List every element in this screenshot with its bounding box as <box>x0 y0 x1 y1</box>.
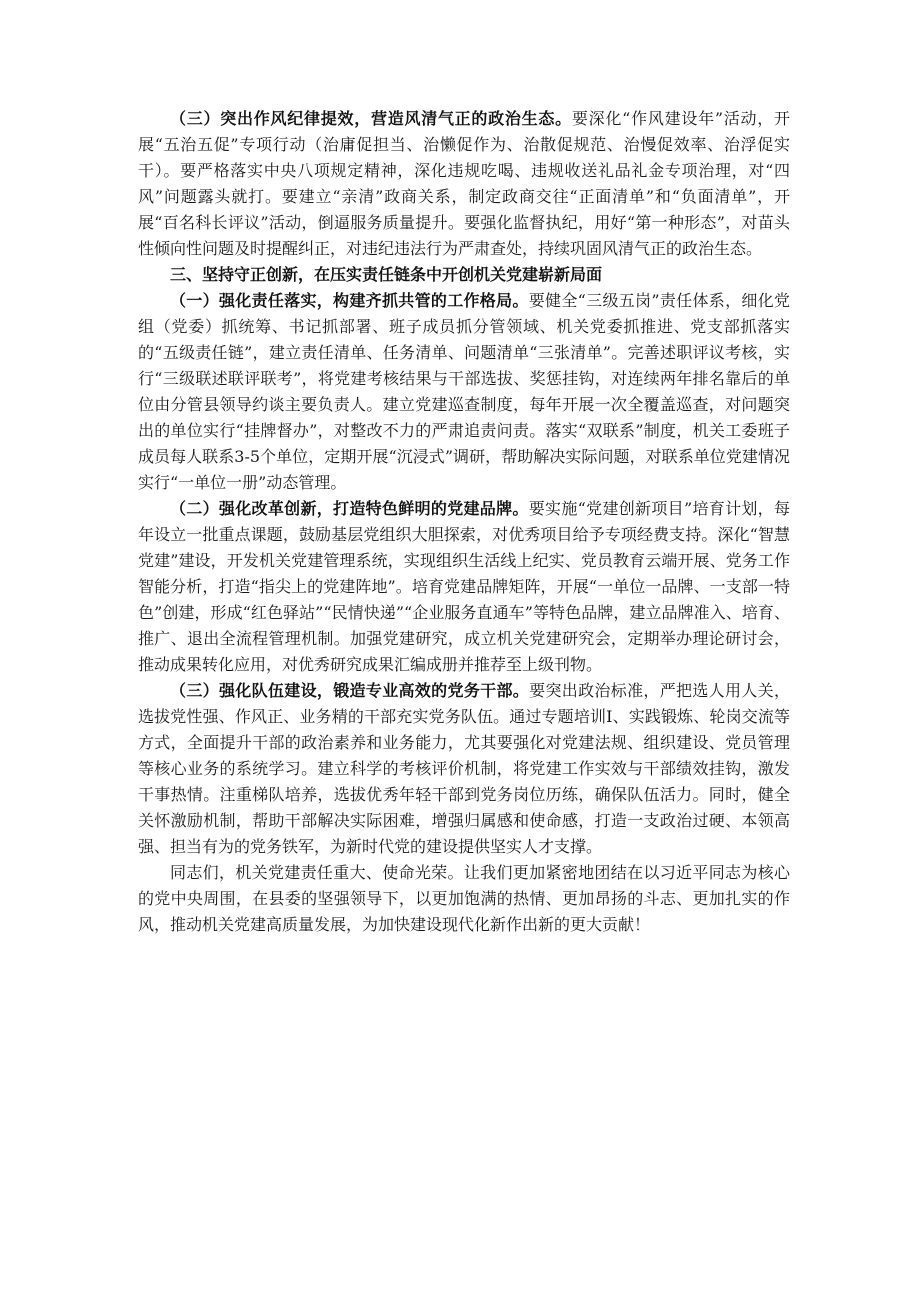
paragraph-text: 要突出政治标准，严把选人用人关，选拔党性强、作风正、业务精的干部充实党务队伍。通过专题培训I、实践锻炼、轮岗交流等方式，全面提升干部的政治素养和业务能力，尤其要强化对党建法规、组织建设、党员管理等核心业务的系统学习。建立科学的考核评价机制，将党建工作实效与干部绩效挂钩，激发干事热情。注重梯队培养，选拔优秀年轻干部到党务岗位历练，确保队伍活力。同时，健全关怀激励机制，帮助干部解决实际困难，增强归属感和使命感，打造一支政治过硬、本领高强、担当有为的党务铁军，为新时代党的建设提供坚实人才支撑。 <box>138 681 790 856</box>
paragraph-closing: 同志们，机关党建责任重大、使命光荣。让我们更加紧密地团结在以习近平同志为核心的党中央周围，在县委的坚强领导下，以更加饱满的热情、更加昂扬的斗志、更加扎实的作风，推动机关党建高质量发展，为加快建设现代化新作出新的更大贡献！ <box>138 863 790 934</box>
paragraph-lead: （三）突出作风纪律提效，营造风清气正的政治生态。 <box>170 109 572 128</box>
document-body <box>138 106 790 938</box>
paragraph-text: 要实施“党建创新项目”培育计划，每年设立一批重点课题，鼓励基层党组织大胆探索，对优秀项目给予专项经费支持。深化“智慧党建”建设，开发机关党建管理系统，实现组织生活线上纪实、党员教育云端开展、党务工作智能分析，打造“指尖上的党建阵地”。培育党建品牌矩阵，开展“一单位一品牌、一支部一特色”创建，形成“红色驿站”“民情快递”“企业服务直通车”等特色品牌，建立品牌准入、培育、推广、退出全流程管理机制。加强党建研究，成立机关党建研究会，定期举办理论研讨会，推动成果转化应用，对优秀研究成果汇编成册并推荐至上级刊物。 <box>138 499 790 674</box>
paragraph-innovation <box>138 496 790 678</box>
paragraph-responsibility <box>138 288 790 496</box>
paragraph-team-building <box>138 678 790 860</box>
paragraph-lead: （一）强化责任落实，构建齐抓共管的工作格局。 <box>170 291 529 310</box>
paragraph-text: 要深化“作风建设年”活动，开展“五治五促”专项行动（治庸促担当、治懒促作为、治散促规范、治慢促效率、治浮促实干）。要严格落实中央八项规定精神，深化违规吃喝、违规收送礼品礼金专项治理，对“四风”问题露头就打。要建立“亲清”政商关系，制定政商交往“正面清单”和“负面清单”，开展“百名科长评议”活动，倒逼服务质量提升。要强化监督执纪，用好“第一种形态”，对苗头性倾向性问题及时提醒纠正，对违纪违法行为严肃查处，持续巩固风清气正的政治生态。 <box>138 109 790 258</box>
section-heading-3: 三、坚持守正创新，在压实责任链条中开创机关党建崭新局面 <box>170 265 603 284</box>
paragraph-lead: （二）强化改革创新，打造特色鲜明的党建品牌。 <box>170 499 529 518</box>
paragraph-lead: （三）强化队伍建设，锻造专业高效的党务干部。 <box>170 681 530 700</box>
paragraph-discipline-style <box>138 106 790 262</box>
paragraph-text: 要健全“三级五岗”责任体系，细化党组（党委）抓统筹、书记抓部署、班子成员抓分管领域、机关党委抓推进、党支部抓落实的“五级责任链”，建立责任清单、任务清单、问题清单“三张清单”。完善述职评议考核，实行“三级联述联评联考”，将党建考核结果与干部选拔、奖惩挂钩，对连续两年排名靠后的单位由分管县领导约谈主要负责人。建立党建巡查制度，每年开展一次全覆盖巡查，对问题突出的单位实行“挂牌督办”，对整改不力的严肃追责问责。落实“双联系”制度，机关工委班子成员每人联系3-5个单位，定期开展“沉浸式”调研，帮助解决实际问题，对联系单位党建情况实行“一单位一册”动态管理。 <box>138 291 790 492</box>
